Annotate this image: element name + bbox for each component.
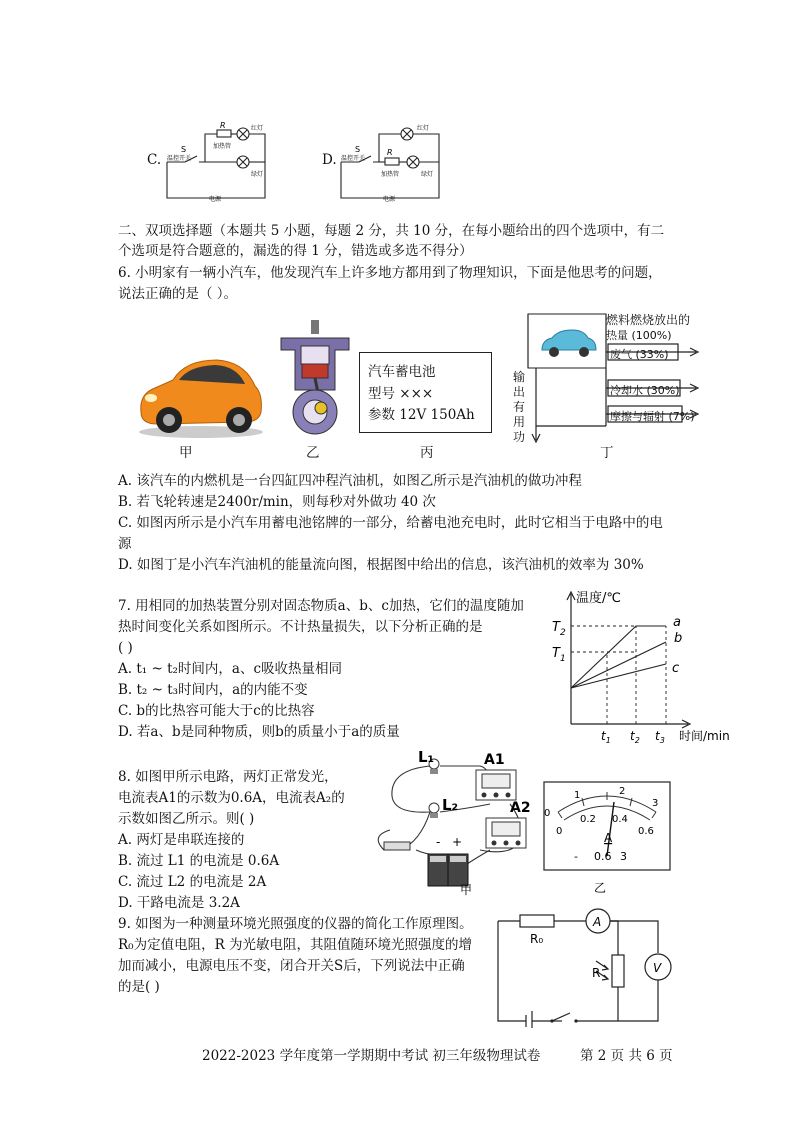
option-d-label: D. bbox=[322, 152, 337, 168]
ammeter-a1-icon bbox=[476, 770, 516, 800]
energy-output-label bbox=[512, 370, 526, 445]
dial-term-0-6: 0.6 bbox=[594, 850, 612, 863]
q8-option-b: B. 流过 L1 的电流是 0.6A bbox=[118, 853, 280, 869]
circuit-diagram-c bbox=[163, 118, 273, 204]
dial-top-1: 1 bbox=[574, 790, 581, 801]
dial-top-0: 0 bbox=[544, 808, 551, 819]
ammeter-a2-icon bbox=[486, 818, 526, 848]
c-r-label: R bbox=[220, 121, 226, 130]
output-char: 有 bbox=[512, 400, 525, 414]
battery-model: 型号 ××× bbox=[368, 386, 434, 402]
d-s-label: S bbox=[355, 145, 361, 154]
q7-option-b: B. t₂ ~ t₃时间内，a的内能不变 bbox=[118, 682, 308, 698]
dial-bottom-3: 0.6 bbox=[638, 826, 654, 837]
energy-friction-label: 摩擦与辐射 (7%) bbox=[610, 410, 695, 423]
energy-cooling-label: 冷却水 (30%) bbox=[610, 384, 680, 397]
ammeter-a-label: A bbox=[593, 915, 602, 929]
q6-stem-line1: 6. 小明家有一辆小汽车，他发现汽车上许多地方都用到了物理知识，下面是他思考的问题， bbox=[118, 265, 662, 281]
battery-name: 汽车蓄电池 bbox=[368, 364, 436, 380]
lamp-l1-label: L₁ bbox=[418, 748, 435, 766]
q9-stem-line4: 的是( ) bbox=[118, 979, 160, 995]
energy-exhaust-label: 废气 (33%) bbox=[610, 348, 669, 361]
output-char: 用 bbox=[512, 415, 525, 429]
q6-option-b: B. 若飞轮转速是2400r/min，则每秒对外做功 40 次 bbox=[118, 494, 436, 510]
q6-stem-line2: 说法正确的是（ ）。 bbox=[118, 286, 238, 302]
d-power-label: 电源 bbox=[383, 196, 396, 203]
ammeter-dial-yi bbox=[542, 780, 672, 895]
dial-unit: A bbox=[604, 831, 613, 845]
line-label-b: b bbox=[674, 631, 683, 646]
energy-fuel-label: 燃料燃烧放出的 bbox=[606, 313, 691, 327]
battery-params: 参数 12V 150Ah bbox=[368, 407, 475, 423]
q9-stem-line1: 9. 如图为一种测量环境光照强度的仪器的简化工作原理图。 bbox=[118, 916, 473, 932]
voltmeter-v-label: V bbox=[653, 961, 662, 975]
fig-label-jia-q8: 甲 bbox=[460, 883, 473, 896]
dial-term-3: 3 bbox=[620, 850, 627, 863]
c-power-label: 电源 bbox=[209, 196, 222, 203]
engine-cylinder-image bbox=[275, 320, 355, 438]
dial-top-3: 3 bbox=[652, 798, 659, 809]
tick-T1: $T_1$ bbox=[552, 646, 566, 664]
ammeter-a1-label: A1 bbox=[484, 752, 505, 768]
line-label-a: a bbox=[673, 615, 681, 630]
fig-label-jia: 甲 bbox=[179, 445, 193, 461]
c-heater-label: 加热管 bbox=[213, 143, 232, 150]
photoresistor-r-label: R bbox=[592, 966, 601, 980]
ammeter-a2-label: A2 bbox=[510, 800, 531, 816]
temperature-time-graph bbox=[548, 586, 738, 746]
q9-stem-line3: 加而减小，电源电压不变，闭合开关S后，下列说法中正确 bbox=[118, 958, 465, 974]
q7-stem-line1: 7. 用相同的加热装置分别对固态物质a、b、c加热，它们的温度随加 bbox=[118, 598, 524, 614]
output-char: 出 bbox=[512, 385, 525, 399]
tick-t1: $t_1$ bbox=[601, 729, 611, 745]
section2-heading-line2: 个选项是符合题意的，漏选的得 1 分，错选或多选不得分） bbox=[118, 243, 473, 259]
q7-stem-line2: 热时间变化关系如图所示。不计热量损失，以下分析正确的是 bbox=[118, 619, 483, 635]
graph-y-axis-label: 温度/℃ bbox=[576, 591, 621, 606]
d-r-label: R bbox=[387, 148, 393, 157]
q8-option-a: A. 两灯是串联连接的 bbox=[118, 832, 245, 848]
q8-stem-line3: 示数如图乙所示。则( ) bbox=[118, 811, 255, 827]
q8-stem-line1: 8. 如图甲所示电路，两灯正常发光， bbox=[118, 769, 338, 785]
footer-title: 2022-2023 学年度第一学期期中考试 初三年级物理试卷 bbox=[202, 1048, 541, 1064]
energy-heat-label: 热量 (100%) bbox=[606, 329, 672, 342]
q6-option-c: C. 如图丙所示是小汽车用蓄电池铭牌的一部分，给蓄电池充电时，此时它相当于电路中的电 bbox=[118, 515, 663, 531]
svg-text:+: + bbox=[452, 835, 463, 849]
q6-option-c-cont: 源 bbox=[118, 536, 132, 552]
light-sensor-circuit bbox=[492, 903, 672, 1028]
dial-top-2: 2 bbox=[619, 786, 626, 797]
physical-circuit-jia bbox=[360, 746, 540, 896]
d-switch-label: 温控开关 bbox=[341, 155, 366, 162]
q8-stem-line2: 电流表A1的示数为0.6A，电流表A₂的 bbox=[118, 790, 345, 806]
fig-label-yi-q8: 乙 bbox=[594, 881, 607, 895]
car-image bbox=[133, 350, 268, 440]
lamp-l2-label: L₂ bbox=[442, 796, 459, 814]
graph-x-axis-label: 时间/min bbox=[679, 729, 730, 743]
q7-option-d: D. 若a、b是同种物质，则b的质量小于a的质量 bbox=[118, 724, 400, 740]
d-red-label: 红灯 bbox=[417, 125, 430, 132]
section2-heading-line1: 二、双项选择题（本题共 5 小题，每题 2 分，共 10 分，在每小题给出的四个选项中，有二 bbox=[118, 223, 665, 239]
r0-label: R₀ bbox=[530, 932, 544, 946]
output-char: 输 bbox=[512, 370, 525, 384]
output-char: 功 bbox=[512, 430, 525, 444]
q7-option-a: A. t₁ ~ t₂时间内，a、c吸收热量相同 bbox=[118, 661, 343, 677]
fig-label-bing: 丙 bbox=[420, 445, 434, 461]
c-red-label: 红灯 bbox=[251, 125, 264, 132]
tick-t2: $t_2$ bbox=[630, 729, 640, 745]
battery-pack-icon bbox=[428, 854, 468, 886]
circuit-diagram-d bbox=[337, 118, 447, 204]
q8-option-c: C. 流过 L2 的电流是 2A bbox=[118, 874, 267, 890]
q8-option-d: D. 干路电流是 3.2A bbox=[118, 895, 240, 911]
q7-stem-line3: ( ) bbox=[118, 640, 133, 656]
d-heater-label: 加热管 bbox=[381, 171, 400, 178]
q6-option-a: A. 该汽车的内燃机是一台四缸四冲程汽油机，如图乙所示是汽油机的做功冲程 bbox=[118, 473, 582, 489]
option-c-label: C. bbox=[147, 152, 162, 168]
car-icon bbox=[542, 330, 596, 357]
tick-T2: $T_2$ bbox=[552, 620, 566, 638]
line-label-c: c bbox=[672, 661, 680, 676]
footer-page-number: 第 2 页 共 6 页 bbox=[580, 1048, 673, 1064]
q9-stem-line2: R₀为定值电阻，R 为光敏电阻，其阻值随环境光照强度的增 bbox=[118, 937, 473, 953]
switch-icon bbox=[384, 842, 410, 850]
fig-label-ding: 丁 bbox=[600, 445, 614, 461]
dial-term-minus: - bbox=[574, 850, 578, 863]
tick-t3: $t_3$ bbox=[655, 729, 665, 745]
svg-text:-: - bbox=[436, 835, 441, 849]
dial-bottom-2: 0.4 bbox=[612, 814, 628, 825]
c-green-label: 绿灯 bbox=[251, 171, 264, 178]
dial-bottom-0: 0 bbox=[556, 826, 563, 837]
c-switch-label: 温控开关 bbox=[167, 155, 192, 162]
q6-option-d: D. 如图丁是小汽车汽油机的能量流向图，根据图中给出的信息，该汽油机的效率为 30% bbox=[118, 557, 644, 573]
fig-label-yi: 乙 bbox=[306, 445, 320, 461]
dial-bottom-1: 0.2 bbox=[580, 814, 596, 825]
q7-option-c: C. b的比热容可能大于c的比热容 bbox=[118, 703, 315, 719]
d-green-label: 绿灯 bbox=[421, 171, 434, 178]
c-s-label: S bbox=[181, 145, 187, 154]
